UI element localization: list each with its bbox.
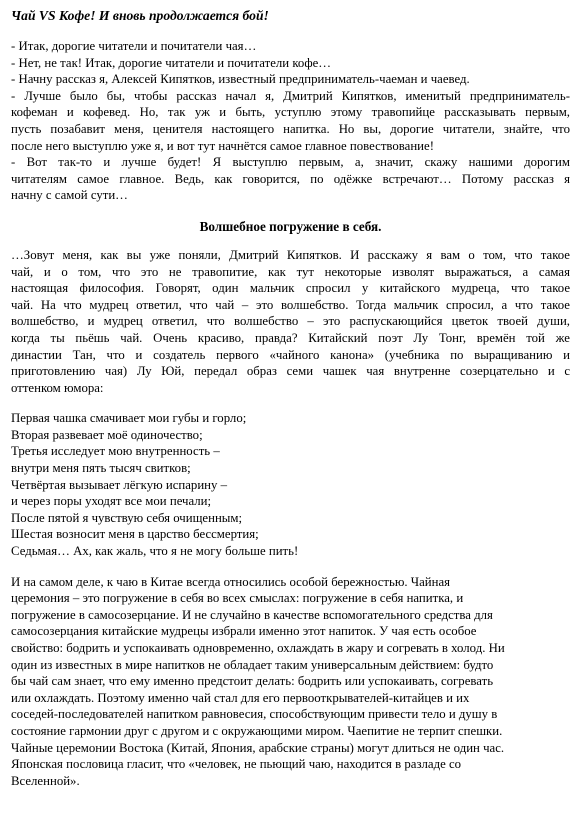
- text-line: Чайные церемонии Востока (Китай, Япония, арабские страны) могут длиться не один час.: [11, 740, 505, 755]
- text-line: когда ты пьёшь чай. Очень красиво, правда? Китайский поэт Лу Тонг, времён той же: [11, 330, 570, 345]
- dialogue-line: читателям самое главное. Ведь, как говорится, по одёжке встречают… Потому рассказ я: [11, 171, 570, 186]
- text-line: самосозерцания китайские мудрецы избрали именно этот напиток. У чая есть особое: [11, 624, 477, 639]
- dialogue-line: пусть позабавит меня, ценителя настоящего напитка. Но вы, дорогие читатели, знайте, что: [11, 121, 570, 136]
- dialogue-line: начну с самой сути…: [11, 188, 128, 203]
- dialogue-line: - Нет, не так! Итак, дорогие читатели и почитатели кофе…: [11, 55, 332, 70]
- text-line: оттенком юмора:: [11, 380, 104, 395]
- text-line: настоящая философия. Говорят, один мальчик спросил у китайского мудреца, что такое: [11, 281, 570, 296]
- dialogue-line: - Лучше было бы, чтобы рассказ начал я, Дмитрий Кипятков, именитый предприниматель-: [11, 88, 570, 103]
- poem-line: и через поры уходят все мои печали;: [11, 494, 212, 509]
- poem-line: После пятой я чувствую себя очищенным;: [11, 510, 243, 525]
- intro-paragraph: [11, 247, 570, 396]
- poem-line: Третья исследует мою внутренность –: [11, 444, 220, 459]
- text-line: …Зовут меня, как вы уже поняли, Дмитрий Кипятков. И расскажу я вам о том, что такое: [11, 247, 570, 262]
- text-line: И на самом деле, к чаю в Китае всегда относились особой бережностью. Чайная: [11, 574, 451, 589]
- text-line: чай. На что мудрец ответил, что чай – это волшебство. Тогда мальчик спросил, а что такое: [11, 297, 570, 312]
- dialogue-line: кофеман и кофевед. Но, так уж и быть, уступлю этому травопийце рассказывать первым,: [11, 105, 570, 120]
- section-title: Волшебное погружение в себя.: [199, 218, 382, 234]
- poem-line: Вторая развевает моё одиночество;: [11, 427, 203, 442]
- text-line: волшебство, и мудрец ответил, что волшебство – это распускающийся цветок твоей души,: [11, 314, 570, 329]
- dialogue-line: - Начну рассказ я, Алексей Кипятков, известный предприниматель-чаеман и чаевед.: [11, 72, 470, 87]
- text-line: приготовлению чая) Лу Юй, передал образ семи чашек чая внутренне созерцательно и с: [11, 364, 570, 379]
- dialogue-line: - Вот так-то и лучше будет! Я выступлю первым, а, значит, скажу нашими дорогим: [11, 155, 570, 170]
- text-line: церемония – это погружение в себя во всех смыслах: погружение в себя напитка, и: [11, 591, 464, 606]
- dialogue-line: - Итак, дорогие читатели и почитатели чая…: [11, 39, 257, 53]
- dialogue-line: после него выступлю уже я, и вот тут начнётся самое главное повествование!: [11, 138, 434, 153]
- document-title: Чай VS Кофе! И вновь продолжается бой!: [11, 8, 269, 23]
- poem-stanza: [11, 410, 570, 559]
- poem-line: внутри меня пять тысяч свитков;: [11, 461, 191, 476]
- poem-line: Четвёртая вызывает лёгкую испарину –: [11, 477, 228, 492]
- text-line: свойство: бодрить и успокаивать одновременно, охлаждать в жару и согревать в холод. Ни: [11, 641, 505, 655]
- text-line: бы чай сам знает, что ему именно предстоит делать: бодрить или успокаивать, согревать: [11, 674, 494, 689]
- dialogue-paragraphs: [11, 38, 570, 204]
- text-line: погружение в самосозерцание. И не случайно в качестве вспомогательного средства для: [11, 607, 493, 622]
- text-line: один из известных в мире напитков не обладает таким универсальным действием: будто: [11, 657, 494, 672]
- poem-line: Седьмая… Ах, как жаль, что я не могу больше пить!: [11, 544, 299, 559]
- text-line: соседей-последователей напитком равновесия, способствующим привести тело и душу в: [11, 707, 498, 722]
- text-line: Вселенной».: [11, 773, 80, 788]
- poem-line: Первая чашка смачивает мои губы и горло;: [11, 411, 247, 426]
- text-line: чай, и о том, что это не травопитие, как тут некоторые изволят выражаться, а самая: [11, 264, 570, 279]
- text-line: Японская пословица гласит, что «человек, не пьющий чаю, находится в разладе со: [11, 757, 462, 772]
- text-line: или охлаждать. Поэтому именно чай стал для его первооткрывателей-китайцев и их: [11, 690, 470, 705]
- poem-line: Шестая возносит меня в царство бессмертия;: [11, 527, 259, 542]
- text-line: династии Тан, что и создатель первого «чайного канона» (учебника по выращиванию и: [11, 347, 570, 362]
- closing-paragraph: [11, 574, 570, 790]
- text-line: состояние гармонии друг с другом и с окружающими миром. Чаепитие не терпит спешки.: [11, 723, 503, 738]
